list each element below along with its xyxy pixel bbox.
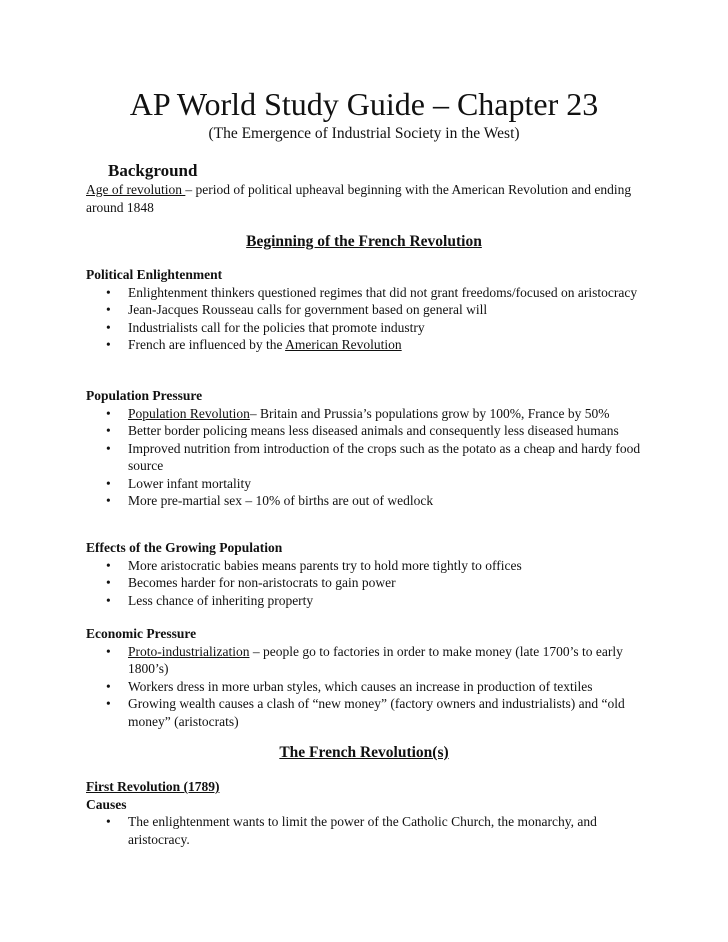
effects-block [86, 539, 661, 609]
list-item: • Jean-Jacques Rousseau calls for government based on general will [106, 302, 488, 317]
bullet-icon: • [106, 440, 111, 456]
bullet-icon: • [106, 696, 111, 711]
bullet-icon: • [106, 493, 111, 508]
bullet-icon: • [106, 592, 111, 608]
economic-pressure-block [86, 625, 661, 730]
background-heading: Background [108, 161, 198, 180]
age-of-revolution-term: Age of revolution [86, 182, 186, 197]
section-title-beginning: Beginning of the French Revolution [246, 233, 482, 250]
economic-pressure-list [86, 643, 661, 731]
population-pressure-heading: Population Pressure [86, 388, 203, 403]
bullet-icon: • [106, 319, 111, 335]
causes-heading: Causes [86, 796, 127, 812]
causes-list [86, 813, 661, 848]
list-item: • Industrialists call for the policies that promote industry [106, 319, 425, 335]
proto-industrialization-term: Proto-industrialization [128, 643, 250, 659]
population-pressure-list [86, 405, 661, 510]
population-revolution-term: Population Revolution [128, 405, 250, 421]
list-item: • Improved nutrition from introduction of the crops such as the potato as a cheap and hardy food source [106, 440, 641, 473]
bullet-icon: • [106, 475, 111, 491]
section-title-french-revolutions: The French Revolution(s) [279, 744, 449, 761]
bullet-icon: • [106, 284, 111, 300]
first-revolution-block [86, 778, 661, 848]
bullet-icon: • [106, 814, 111, 829]
list-item: • More pre-martial sex – 10% of births are out of wedlock [106, 493, 434, 508]
list-item: • Growing wealth causes a clash of “new money” (factory owners and industrialists) and “old money” (aristocrats) [106, 696, 625, 729]
political-enlightenment-block [86, 266, 661, 354]
effects-heading: Effects of the Growing Population [86, 540, 283, 555]
effects-list [86, 557, 661, 610]
list-item: • Becomes harder for non-aristocrats to gain power [106, 575, 396, 590]
list-item: • Less chance of inheriting property [106, 592, 314, 608]
bullet-icon: • [106, 337, 111, 352]
list-item: • Proto-industrialization – people go to factories in order to make money (late 1700’s to early 1800’s) [106, 643, 623, 676]
bullet-icon: • [106, 678, 111, 694]
bullet-icon: • [106, 423, 111, 438]
political-enlightenment-list [86, 284, 661, 354]
list-item: • Population Revolution– Britain and Prussia’s populations grow by 100%, France by 50% [106, 405, 610, 421]
bullet-icon: • [106, 302, 111, 317]
political-enlightenment-heading: Political Enlightenment [86, 267, 223, 282]
list-item: • Better border policing means less diseased animals and consequently less diseased humans [106, 423, 619, 438]
list-item: • Lower infant mortality [106, 475, 251, 491]
age-of-revolution-definition: – period of political upheaval beginning with the American Revolution and ending around 1848 [86, 182, 632, 215]
list-item: • Enlightenment thinkers questioned regimes that did not grant freedoms/focused on aristocracy [106, 284, 638, 300]
page-subtitle: (The Emergence of Industrial Society in the West) [208, 125, 520, 142]
economic-pressure-heading: Economic Pressure [86, 626, 197, 641]
bullet-icon: • [106, 557, 111, 573]
first-revolution-heading: First Revolution (1789) [86, 779, 220, 794]
bullet-icon: • [106, 643, 111, 659]
background-text [86, 181, 656, 217]
list-item: • The enlightenment wants to limit the power of the Catholic Church, the monarchy, and aristocracy. [106, 814, 597, 847]
bullet-icon: • [106, 405, 111, 421]
list-item: • Workers dress in more urban styles, which causes an increase in production of textiles [106, 678, 593, 694]
american-revolution-term: American Revolution [285, 337, 402, 352]
list-item: • More aristocratic babies means parents try to hold more tightly to offices [106, 557, 522, 573]
population-pressure-block [86, 387, 661, 510]
list-item: • French are influenced by the American Revolution [106, 337, 402, 352]
bullet-icon: • [106, 575, 111, 590]
page-title: AP World Study Guide – Chapter 23 [129, 86, 599, 122]
